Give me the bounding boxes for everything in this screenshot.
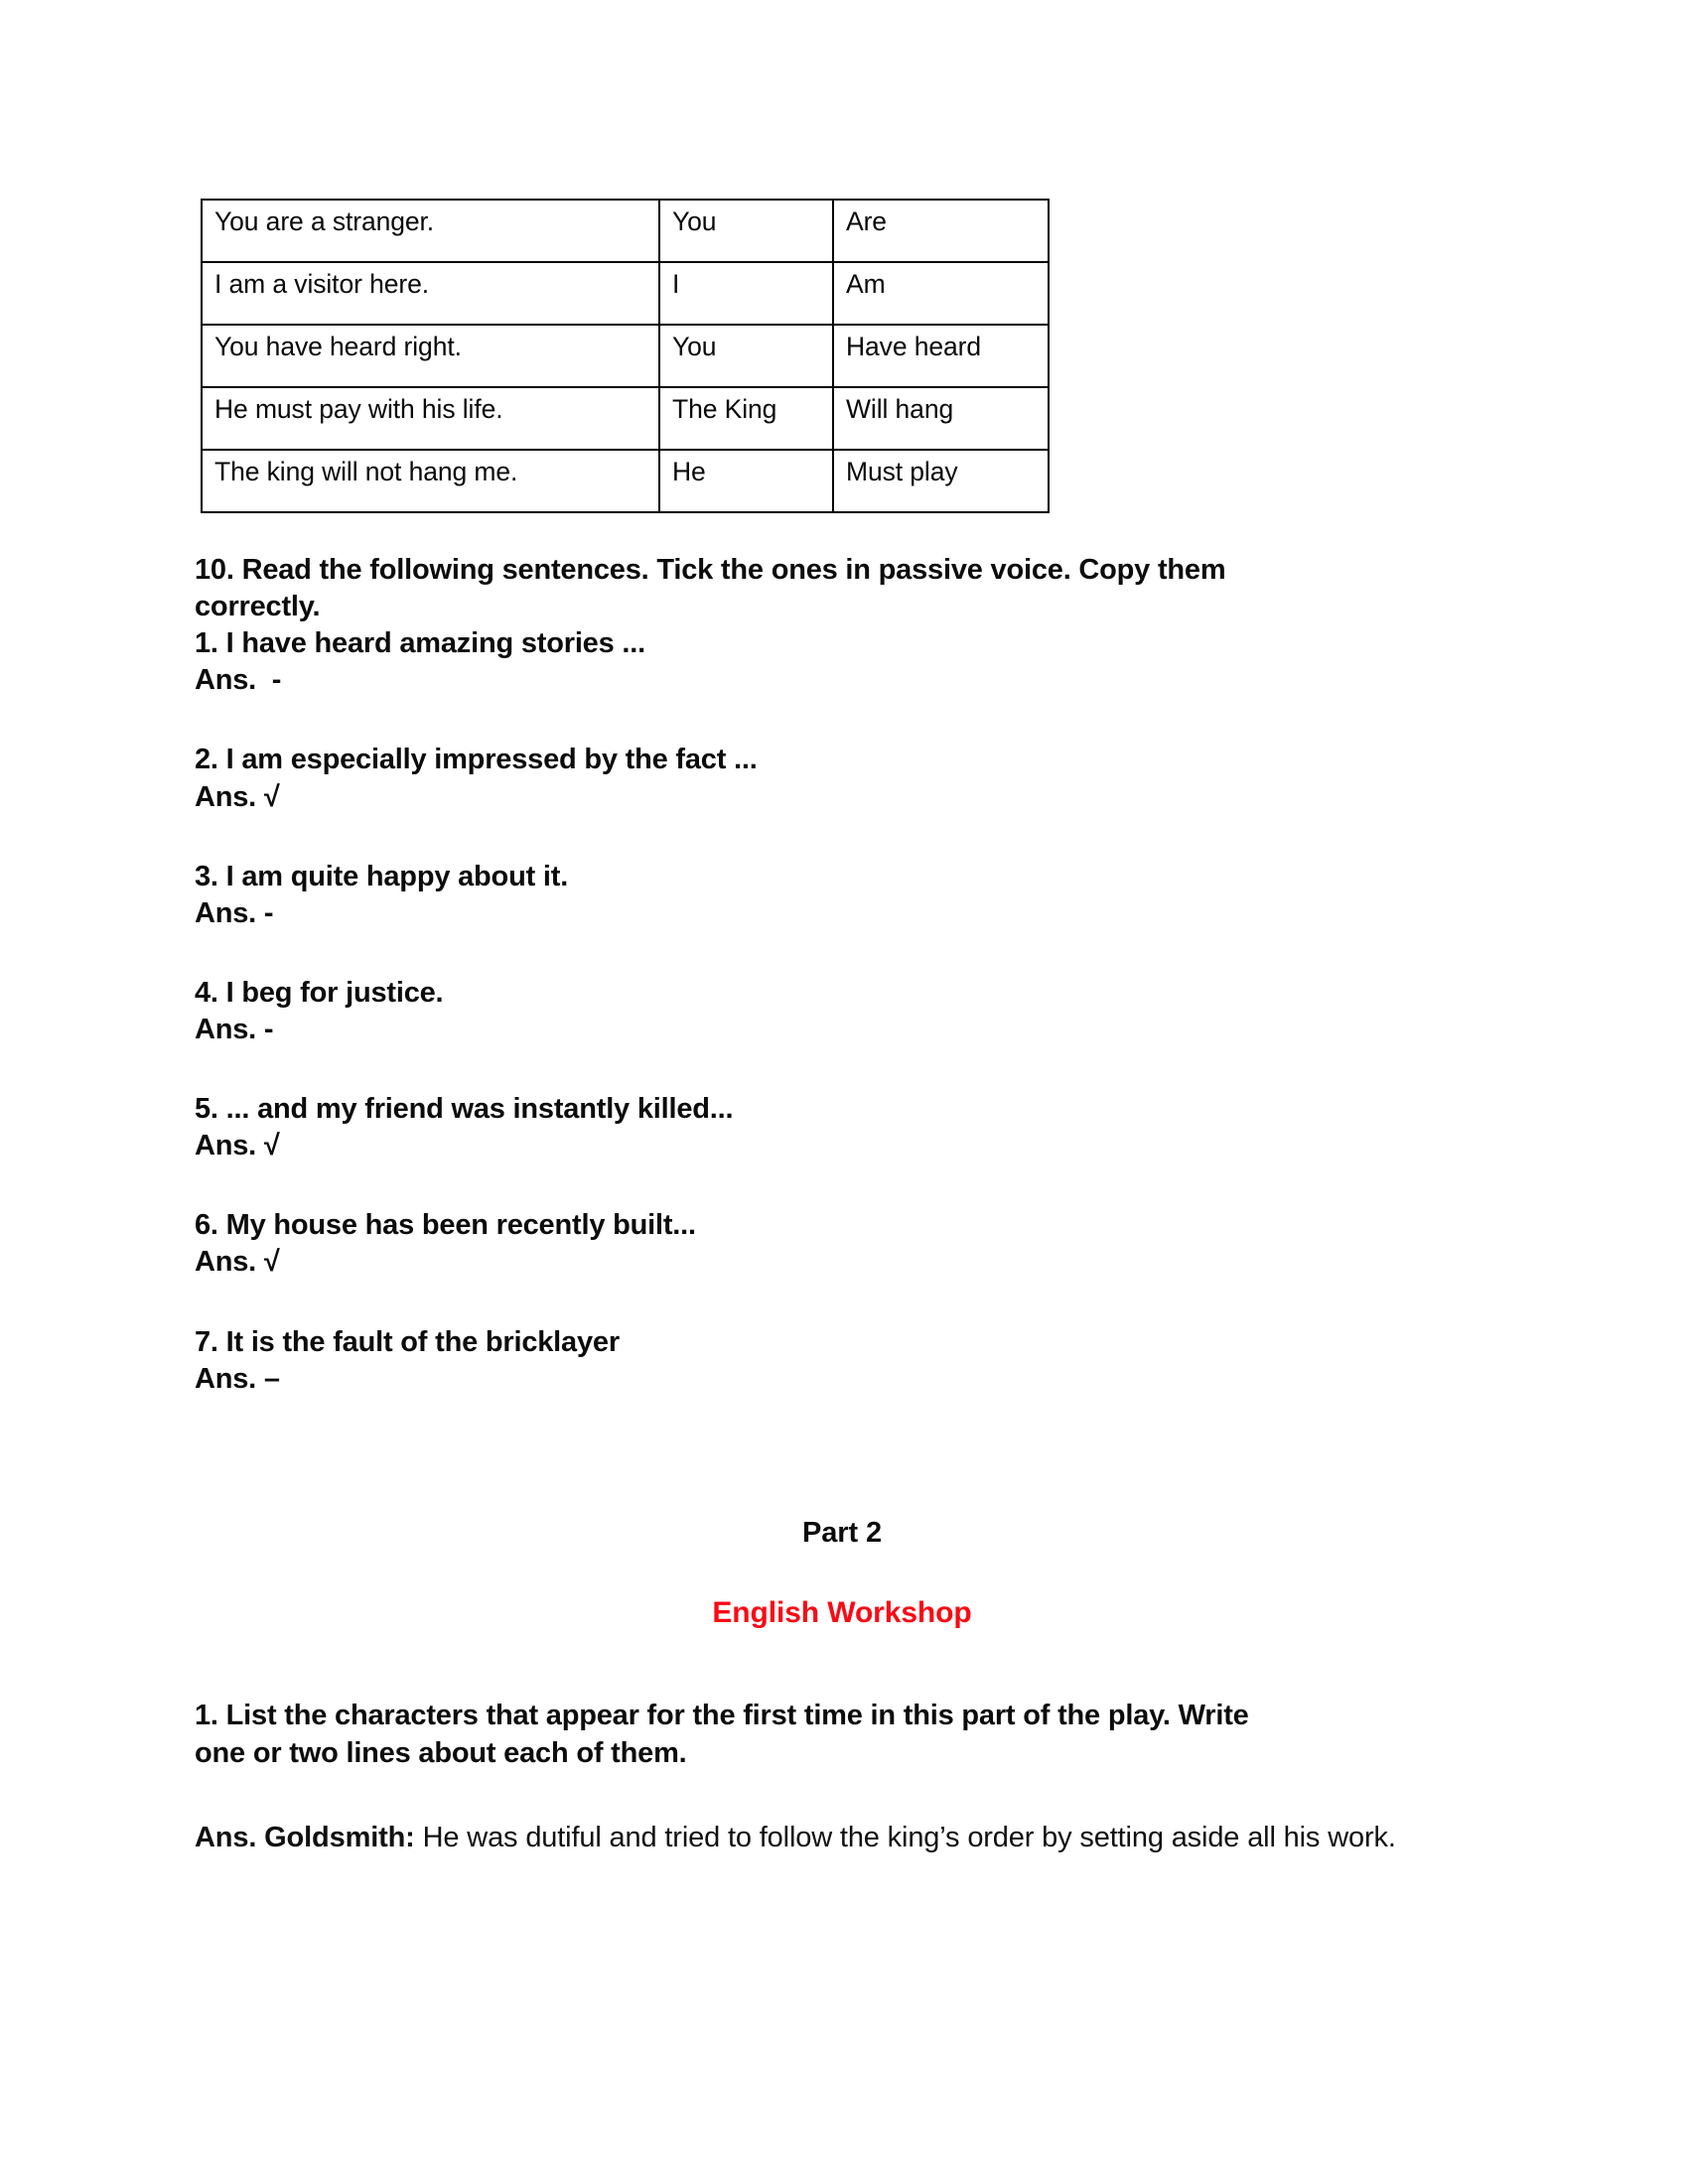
table-cell-verb: Are: [833, 200, 1049, 262]
part-2-label-text: Part 2: [802, 1517, 882, 1549]
question-10-item-3: 3. I am quite happy about it.: [195, 860, 569, 892]
workshop-answer-1: [195, 1820, 1477, 1857]
spacer: [195, 932, 1476, 975]
question-10-answer-7: Ans. –: [195, 1362, 280, 1395]
question-10-answer-3: Ans. -: [195, 896, 274, 929]
english-workshop-title: [0, 1596, 1688, 1630]
spacer: [195, 1048, 1476, 1091]
table-row: [202, 262, 1049, 325]
question-10-answer-4: Ans. -: [195, 1013, 274, 1045]
question-10-item-2: 2. I am especially impressed by the fact ...: [195, 744, 758, 776]
table-row: [202, 200, 1049, 262]
question-10-heading-line1: 10. Read the following sentences. Tick the ones in passive voice. Copy them: [195, 554, 1226, 586]
question-10-item-7: 7. It is the fault of the bricklayer: [195, 1325, 620, 1358]
workshop-question-1-line1: 1. List the characters that appear for the first time in this part of the play. Write: [195, 1700, 1249, 1731]
workshop-question-1-block: [195, 1698, 1477, 1857]
workshop-answer-1-text: He was dutiful and tried to follow the king’s order by setting aside all his work.: [414, 1822, 1396, 1854]
table-cell-subject: You: [659, 325, 833, 387]
part-2-label: [0, 1517, 1688, 1550]
table-cell-verb: Have heard: [833, 325, 1049, 387]
workshop-question-1-line2: one or two lines about each of them.: [195, 1736, 687, 1769]
question-10-answer-5: Ans. √: [195, 1130, 280, 1162]
workshop-answer-1-label: Ans. Goldsmith:: [195, 1822, 415, 1854]
question-10-answer-2: Ans. √: [195, 780, 280, 813]
table-row: [202, 325, 1049, 387]
question-10-block: [195, 552, 1476, 1398]
english-workshop-title-text: English Workshop: [712, 1596, 972, 1629]
question-10-answer-6: Ans. √: [195, 1246, 280, 1279]
table-cell-sentence: I am a visitor here.: [202, 262, 659, 325]
question-10-heading-line2: correctly.: [195, 591, 321, 623]
table-cell-sentence: You are a stranger.: [202, 200, 659, 262]
table-row: [202, 387, 1049, 450]
table-cell-sentence: You have heard right.: [202, 325, 659, 387]
table-cell-subject: He: [659, 450, 833, 512]
table-cell-verb: Am: [833, 262, 1049, 325]
table-body: [202, 200, 1049, 512]
table-cell-sentence: He must pay with his life.: [202, 387, 659, 450]
question-10-item-4: 4. I beg for justice.: [195, 976, 444, 1009]
question-10-item-5: 5. ... and my friend was instantly killed...: [195, 1093, 734, 1126]
question-10-answer-1: Ans. -: [195, 664, 282, 697]
spacer: [195, 1164, 1476, 1207]
table-cell-subject: You: [659, 200, 833, 262]
voice-analysis-table: [201, 199, 1050, 513]
spacer: [195, 816, 1476, 859]
table-cell-subject: I: [659, 262, 833, 325]
table-cell-verb: Must play: [833, 450, 1049, 512]
table-cell-sentence: The king will not hang me.: [202, 450, 659, 512]
table-row: [202, 450, 1049, 512]
spacer: [195, 1282, 1476, 1324]
table-cell-verb: Will hang: [833, 387, 1049, 450]
table-cell-subject: The King: [659, 387, 833, 450]
question-10-item-6: 6. My house has been recently built...: [195, 1209, 696, 1242]
question-10-item-1: 1. I have heard amazing stories ...: [195, 627, 645, 660]
spacer: [195, 699, 1476, 742]
